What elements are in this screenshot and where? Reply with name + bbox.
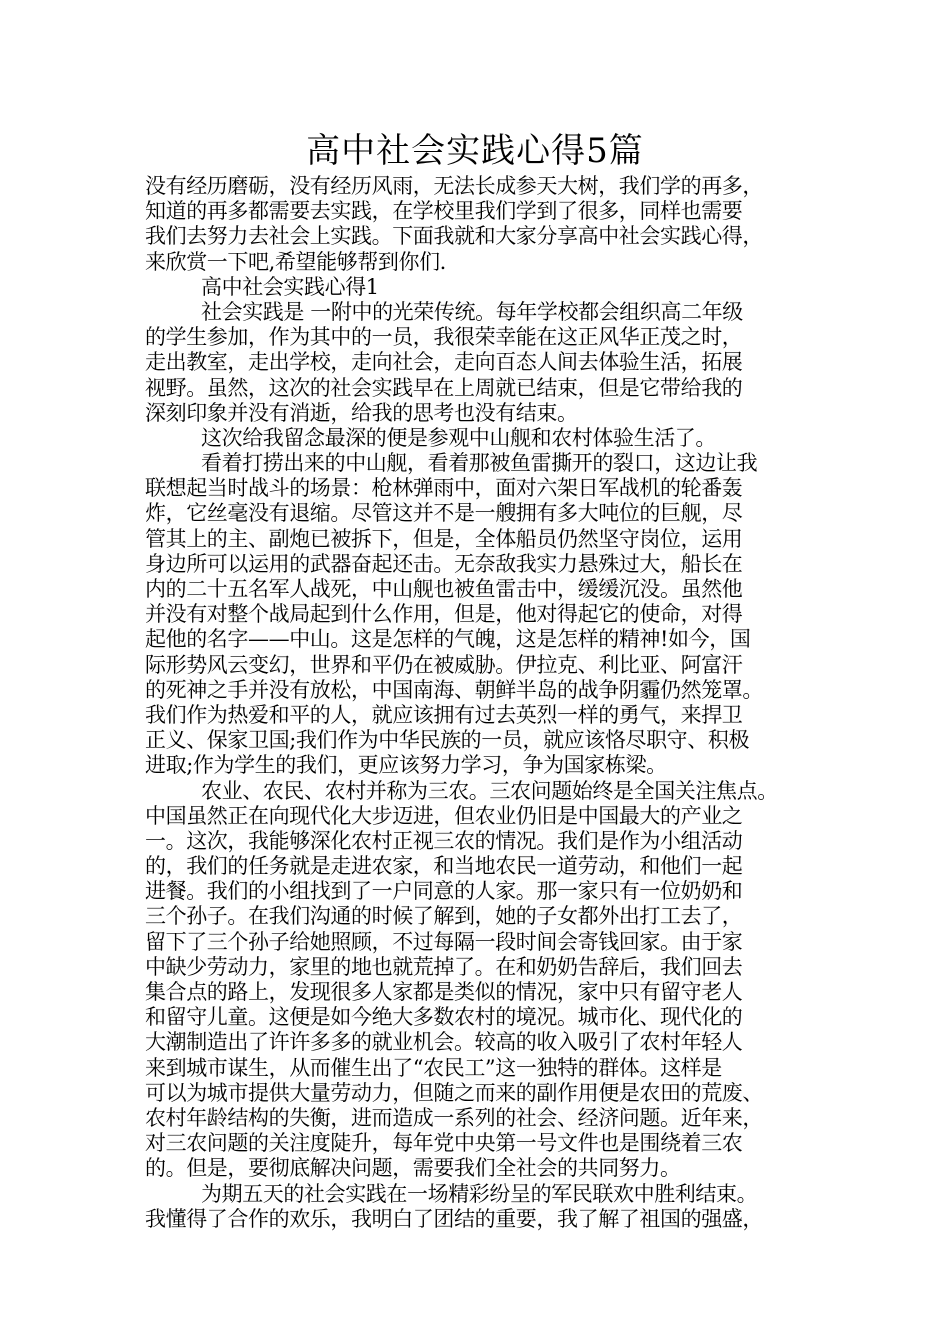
text-line: 视野。虽然，这次的社会实践早在上周就已结束，但是它带给我的 bbox=[145, 375, 743, 400]
text-line: 可以为城市提供大量劳动力，但随之而来的副作用便是农田的荒废、 bbox=[145, 1080, 763, 1105]
document-body bbox=[145, 174, 827, 1232]
text-line: 管其上的主、副炮已被拆下，但是，全体船员仍然坚守岗位，运用 bbox=[145, 526, 743, 551]
text-line: 社会实践是 一附中的光荣传统。每年学校都会组织高二年级 bbox=[201, 299, 743, 324]
text-line: 这次给我留念最深的便是参观中山舰和农村体验生活了。 bbox=[201, 425, 716, 450]
text-line: 大潮制造出了许许多多的就业机会。较高的收入吸引了农村年轻人 bbox=[145, 1030, 743, 1055]
text-line: 深刻印象并没有消逝，给我的思考也没有结束。 bbox=[145, 400, 578, 425]
text-line: 我们作为热爱和平的人，就应该拥有过去英烈一样的勇气，来捍卫 bbox=[145, 702, 743, 727]
text-line: 内的二十五名军人战死，中山舰也被鱼雷击中，缓缓沉没。虽然他 bbox=[145, 577, 743, 601]
text-line: 起他的名字——中山。这是怎样的气魄，这是怎样的精神!如今，国 bbox=[145, 627, 751, 652]
text-line: 进取;作为学生的我们，更应该努力学习，争为国家栋梁。 bbox=[145, 753, 667, 778]
text-line: 看着打捞出来的中山舰，看着那被鱼雷撕开的裂口，这边让我 bbox=[201, 451, 758, 476]
text-line: 的死神之手并没有放松，中国南海、朝鲜半岛的战争阴霾仍然笼罩。 bbox=[145, 677, 763, 702]
text-line: 来欣赏一下吧,希望能够帮到你们. bbox=[145, 249, 446, 274]
text-line: 对三农问题的关注度陡升，每年党中央第一号文件也是围绕着三农 bbox=[145, 1131, 743, 1156]
text-line: 并没有对整个战局起到什么作用，但是，他对得起它的使命，对得 bbox=[145, 602, 743, 627]
document-title: 高中社会实践心得5篇 bbox=[306, 131, 644, 171]
text-line: 三个孙子。在我们沟通的时候了解到，她的子女都外出打工去了， bbox=[145, 904, 743, 929]
text-line: 我懂得了合作的欢乐，我明白了团结的重要，我了解了祖国的强盛， bbox=[145, 1206, 763, 1231]
text-line: 农业、农民、农村并称为三农。三农问题始终是全国关注焦点。 bbox=[201, 778, 778, 803]
text-line: 的学生参加，作为其中的一员，我很荣幸能在这正风华正茂之时， bbox=[145, 325, 743, 350]
text-line: 走出教室，走出学校，走向社会，走向百态人间去体验生活，拓展 bbox=[145, 350, 743, 375]
text-line: 联想起当时战斗的场景：枪林弹雨中，面对六架日军战机的轮番轰 bbox=[145, 476, 743, 501]
text-line: 我们去努力去社会上实践。下面我就和大家分享高中社会实践心得， bbox=[145, 224, 763, 249]
text-line: 的。但是，要彻底解决问题，需要我们全社会的共同努力。 bbox=[145, 1156, 681, 1181]
text-line: 进餐。我们的小组找到了一户同意的人家。那一家只有一位奶奶和 bbox=[145, 879, 743, 904]
text-line: 正义、保家卫国;我们作为中华民族的一员，就应该恪尽职守、积极 bbox=[145, 728, 750, 753]
text-line: 炸，它丝毫没有退缩。尽管这并不是一艘拥有多大吨位的巨舰，尽 bbox=[145, 501, 743, 526]
text-line: 高中社会实践心得1 bbox=[201, 274, 379, 299]
text-line: 留下了三个孙子给她照顾，不过每隔一段时间会寄钱回家。由于家 bbox=[145, 929, 743, 954]
text-line: 知道的再多都需要去实践，在学校里我们学到了很多，同样也需要 bbox=[145, 199, 743, 224]
text-line: 和留守儿童。这便是如今绝大多数农村的境况。城市化、现代化的 bbox=[145, 1005, 743, 1030]
text-line: 为期五天的社会实践在一场精彩纷呈的军民联欢中胜利结束。 bbox=[201, 1181, 758, 1206]
text-line: 中国虽然正在向现代化大步迈进，但农业仍旧是中国最大的产业之 bbox=[145, 803, 743, 828]
text-line: 的，我们的任务就是走进农家，和当地农民一道劳动，和他们一起 bbox=[145, 854, 743, 879]
text-line: 集合点的路上，发现很多人家都是类似的情况，家中只有留守老人 bbox=[145, 980, 743, 1004]
text-line: 农村年龄结构的失衡，进而造成一系列的社会、经济问题。近年来， bbox=[145, 1105, 763, 1130]
text-line: 来到城市谋生，从而催生出了“农民工”这一独特的群体。这样是 bbox=[145, 1055, 722, 1080]
text-line: 中缺少劳动力，家里的地也就荒掉了。在和奶奶告辞后，我们回去 bbox=[145, 954, 743, 979]
text-line: 际形势风云变幻，世界和平仍在被威胁。伊拉克、利比亚、阿富汗 bbox=[145, 652, 743, 677]
text-line: 没有经历磨砺，没有经历风雨，无法长成参天大树，我们学的再多， bbox=[145, 174, 763, 198]
text-line: 一。这次，我能够深化农村正视三农的情况。我们是作为小组活动 bbox=[145, 828, 743, 853]
text-line: 身边所可以运用的武器奋起还击。无奈敌我实力悬殊过大，船长在 bbox=[145, 551, 743, 576]
